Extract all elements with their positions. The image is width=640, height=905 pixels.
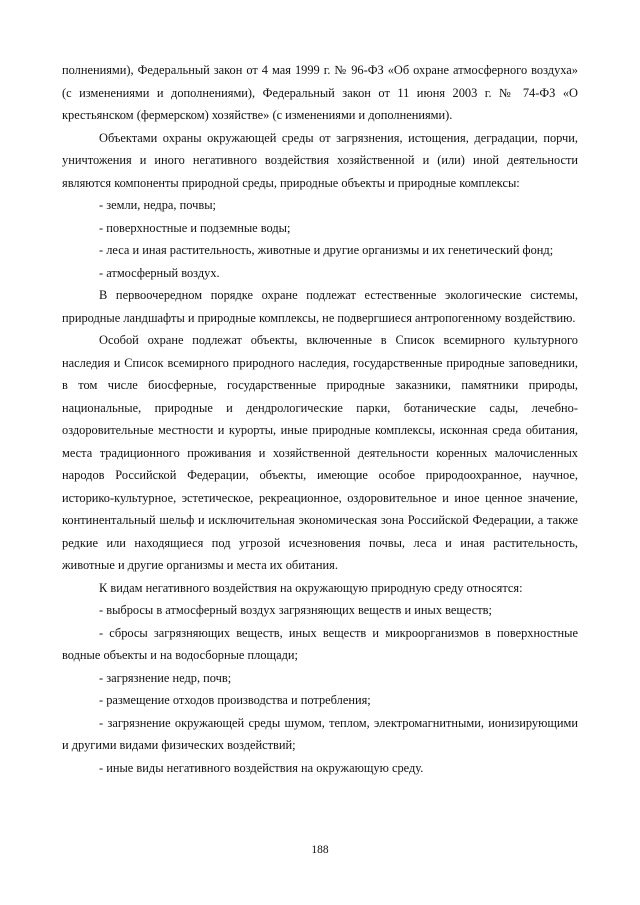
list-item: - леса и иная растительность, животные и другие организмы и их генетический фонд;: [99, 243, 554, 257]
body-text: [62, 59, 578, 779]
list-item: - земли, недра, почвы;: [99, 198, 216, 212]
list-item: - сбросы загрязняющих веществ, иных веществ и микроорганизмов в поверхностные водные объекты и на водосборные площади;: [62, 625, 578, 662]
list-item: - выбросы в атмосферный воздух загрязняющих веществ и иных веществ;: [99, 603, 492, 617]
paragraph-2: Объектами охраны окружающей среды от загрязнения, истощения, деградации, порчи, уничтожения и иного негативного воздействия хозяйственной и (или) иной деятельности являются компоненты природной среды, природные объекты и природные комплексы:: [62, 130, 578, 190]
paragraph-1: полнениями), Федеральный закон от 4 мая 1999 г. № 96-ФЗ «Об охране атмосферного воздуха» (с изменениями и дополнениями), Федеральный закон от 11 июня 2003 г. № 74-ФЗ «О крестьянском (фермерском) хозяйстве» (с изменениями и дополнениями).: [62, 63, 578, 122]
paragraph-5: К видам негативного воздействия на окружающую природную среду относятся:: [99, 580, 523, 595]
list-item: - размещение отходов производства и потребления;: [99, 693, 371, 707]
page-number: 188: [311, 844, 329, 856]
list-item: - поверхностные и подземные воды;: [99, 220, 291, 235]
list-item: - атмосферный воздух.: [99, 265, 220, 280]
paragraph-3: В первоочередном порядке охране подлежат естественные экологические системы, природные ландшафты и природные комплексы, не подвергшиеся антропогенному воздействию.: [62, 288, 578, 325]
paragraph-4: Особой охране подлежат объекты, включенные в Список всемирного культурного наследия и Список всемирного природного наследия, государственные природные заповедники, в том числе биосферные, государственные природные заказники, памятники природы, национальные, природные и дендрологические парки, ботанические сады, лечебно-оздоровительные местности и курорты, иные природные комплексы, исконная среда обитания, места традиционного проживания и хозяйственной деятельности коренных малочисленных народов Российской Федерации, объекты, имеющие особое природоохранное, научное, историко-культурное, эстетическое, рекреационное, оздоровительное и иное ценное значение, континентальный шельф и исключительная экономическая зона Российской Федерации, а также редкие или находящиеся под угрозой исчезновения почвы, леса и иная растительность, животные и другие организмы и места их обитания.: [62, 333, 578, 572]
list-item: - загрязнение окружающей среды шумом, теплом, электромагнитными, ионизирующими и другими видами физических воздействий;: [62, 715, 578, 752]
list-item: - иные виды негативного воздействия на окружающую среду.: [99, 760, 424, 775]
list-item: - загрязнение недр, почв;: [99, 670, 232, 685]
